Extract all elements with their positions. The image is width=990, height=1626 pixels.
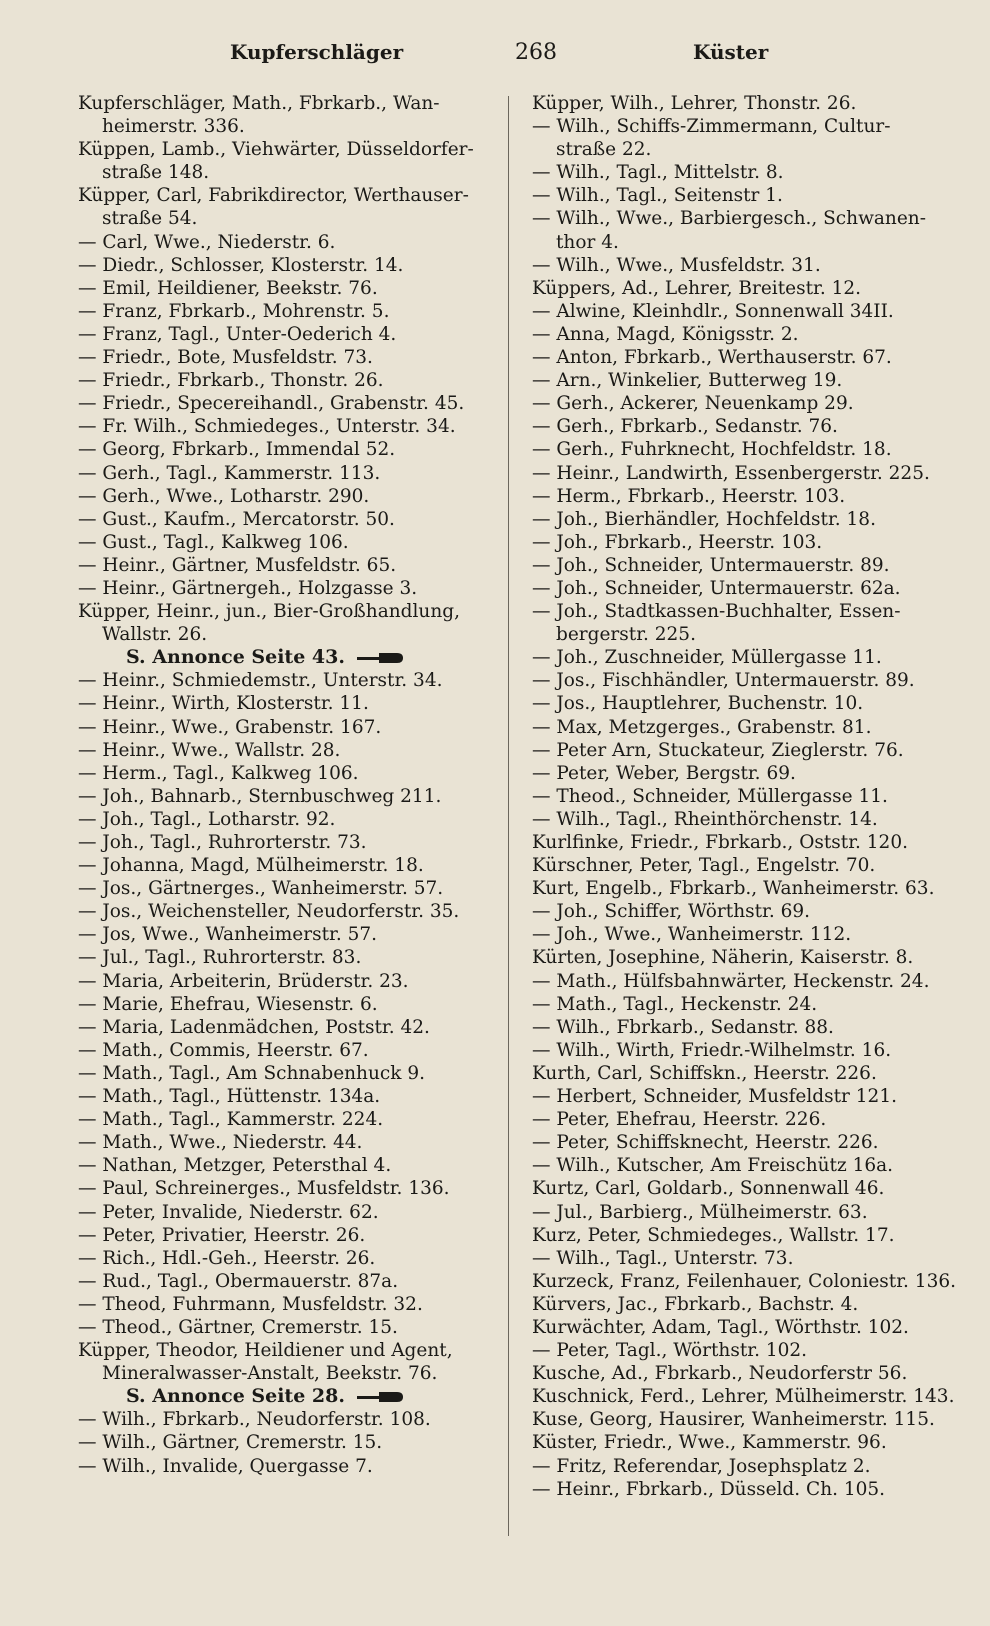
entry-text: — Joh., Schneider, Untermauerstr. 89. bbox=[532, 554, 890, 576]
entry-text: Kurtz, Carl, Goldarb., Sonnenwall 46. bbox=[532, 1178, 885, 1200]
entry-text: — Theod., Gärtner, Cremerstr. 15. bbox=[78, 1316, 398, 1338]
entry-text: — Wilh., Tagl., Rheinthörchenstr. 14. bbox=[532, 808, 878, 830]
directory-entry-line bbox=[532, 1154, 982, 1177]
directory-entry-line bbox=[78, 970, 518, 993]
entry-text: — Heinr., Landwirth, Essenbergerstr. 225. bbox=[532, 462, 930, 484]
directory-entry-line bbox=[532, 1224, 982, 1247]
directory-entry-line bbox=[78, 1131, 518, 1154]
directory-entry-line bbox=[532, 854, 982, 877]
directory-entry-line bbox=[78, 1293, 518, 1316]
directory-entry-line bbox=[78, 184, 518, 207]
directory-entry-line bbox=[78, 785, 518, 808]
directory-entry-line bbox=[532, 554, 982, 577]
directory-entry-line bbox=[532, 739, 982, 762]
directory-entry-line bbox=[532, 254, 982, 277]
entry-text: — Peter, Invalide, Niederstr. 62. bbox=[78, 1201, 379, 1223]
directory-entry-line bbox=[532, 392, 982, 415]
entry-text: Kurlfinke, Friedr., Fbrkarb., Oststr. 120. bbox=[532, 832, 908, 853]
directory-entry-line bbox=[78, 531, 518, 554]
entry-text: — Friedr., Bote, Musfeldstr. 73. bbox=[78, 347, 373, 369]
annonce-reference bbox=[78, 646, 518, 669]
directory-entry-line bbox=[78, 1270, 518, 1293]
entry-text: — Diedr., Schlosser, Klosterstr. 14. bbox=[78, 254, 404, 276]
entry-text: thor 4. bbox=[556, 231, 619, 253]
directory-entry-line bbox=[532, 115, 982, 138]
directory-entry-line bbox=[78, 1339, 518, 1362]
directory-entry-line bbox=[532, 184, 982, 207]
entry-text: — Math., Tagl., Kammerstr. 224. bbox=[78, 1109, 384, 1131]
entry-text: Kürschner, Peter, Tagl., Engelstr. 70. bbox=[532, 855, 876, 877]
entry-text: S. Annonce Seite 28. bbox=[126, 1385, 345, 1408]
directory-entry-line bbox=[78, 1062, 518, 1085]
directory-entry-line bbox=[78, 231, 518, 254]
directory-entry-line bbox=[532, 1016, 982, 1039]
directory-entry-line bbox=[78, 600, 518, 623]
entry-text: — Heinr., Wirth, Klosterstr. 11. bbox=[78, 693, 369, 715]
entry-text: — Heinr., Gärtner, Musfeldstr. 65. bbox=[78, 554, 397, 576]
entry-text: — Math., Wwe., Niederstr. 44. bbox=[78, 1132, 363, 1154]
entry-text: — Gust., Kaufm., Mercatorstr. 50. bbox=[78, 508, 395, 530]
entry-text: bergerstr. 225. bbox=[556, 624, 696, 646]
entry-text: — Rud., Tagl., Obermauerstr. 87a. bbox=[78, 1270, 399, 1292]
entry-text: straße 22. bbox=[556, 139, 652, 161]
entry-text: — Friedr., Fbrkarb., Thonstr. 26. bbox=[78, 370, 384, 392]
entry-text: — Georg, Fbrkarb., Immendal 52. bbox=[78, 439, 396, 461]
directory-entry-line bbox=[78, 92, 518, 115]
entry-text: Kurzeck, Franz, Feilenhauer, Coloniestr. 136. bbox=[532, 1270, 957, 1292]
entry-text: — Peter, Privatier, Heerstr. 26. bbox=[78, 1224, 366, 1246]
directory-entry-line bbox=[78, 1316, 518, 1339]
entry-text: Küpper, Carl, Fabrikdirector, Werthauser- bbox=[78, 185, 469, 207]
directory-entry-line bbox=[532, 138, 982, 161]
entry-text: — Math., Tagl., Hüttenstr. 134a. bbox=[78, 1086, 381, 1108]
directory-entry-line bbox=[78, 485, 518, 508]
directory-entry-line bbox=[532, 1316, 982, 1339]
entry-text: Küster, Friedr., Wwe., Kammerstr. 96. bbox=[532, 1432, 887, 1454]
directory-entry-line bbox=[78, 300, 518, 323]
directory-entry-line bbox=[78, 392, 518, 415]
directory-entry-line bbox=[532, 993, 982, 1016]
entry-text: Kupferschläger, Math., Fbrkarb., Wan- bbox=[78, 93, 440, 114]
entry-text: — Nathan, Metzger, Petersthal 4. bbox=[78, 1155, 392, 1177]
directory-entry-line bbox=[78, 369, 518, 392]
entry-text: — Peter, Schiffsknecht, Heerstr. 226. bbox=[532, 1132, 879, 1154]
directory-entry-line bbox=[78, 1362, 518, 1385]
entry-text: — Maria, Ladenmädchen, Poststr. 42. bbox=[78, 1016, 430, 1038]
entry-text: — Heinr., Wwe., Grabenstr. 167. bbox=[78, 716, 382, 738]
entry-text: straße 148. bbox=[102, 162, 210, 184]
directory-entry-line bbox=[532, 1108, 982, 1131]
directory-entry-line bbox=[532, 531, 982, 554]
entry-text: — Joh., Stadtkassen-Buchhalter, Essen- bbox=[532, 601, 901, 623]
entry-text: — Peter Arn, Stuckateur, Zieglerstr. 76. bbox=[532, 739, 904, 761]
entry-text: — Wilh., Invalide, Quergasse 7. bbox=[78, 1455, 373, 1477]
directory-entry-line bbox=[532, 462, 982, 485]
directory-entry-line bbox=[532, 970, 982, 993]
directory-entry-line bbox=[78, 1224, 518, 1247]
entry-text: — Fritz, Referendar, Josephsplatz 2. bbox=[532, 1455, 871, 1477]
directory-entry-line bbox=[532, 1131, 982, 1154]
directory-entry-line bbox=[78, 462, 518, 485]
entry-text: — Gerh., Ackerer, Neuenkamp 29. bbox=[532, 393, 854, 415]
directory-entry-line bbox=[532, 692, 982, 715]
entry-text: — Franz, Fbrkarb., Mohrenstr. 5. bbox=[78, 300, 390, 322]
entry-text: — Jos, Wwe., Wanheimerstr. 57. bbox=[78, 924, 378, 946]
directory-entry-line bbox=[78, 438, 518, 461]
directory-entry-line bbox=[78, 669, 518, 692]
directory-entry-line bbox=[532, 346, 982, 369]
directory-entry-line bbox=[532, 1085, 982, 1108]
entry-text: — Jos., Gärtnerges., Wanheimerstr. 57. bbox=[78, 878, 444, 900]
directory-entry-line bbox=[532, 900, 982, 923]
entry-text: Kurz, Peter, Schmiedeges., Wallstr. 17. bbox=[532, 1224, 895, 1246]
directory-entry-line bbox=[78, 831, 518, 854]
entry-text: — Max, Metzgerges., Grabenstr. 81. bbox=[532, 716, 872, 738]
entry-text: — Theod, Fuhrmann, Musfeldstr. 32. bbox=[78, 1293, 423, 1315]
header-left-keyword: Kupferschläger bbox=[230, 40, 404, 64]
entry-text: — Gust., Tagl., Kalkweg 106. bbox=[78, 531, 349, 553]
entry-text: — Wilh., Schiffs-Zimmermann, Cultur- bbox=[532, 116, 891, 138]
entry-text: — Herm., Fbrkarb., Heerstr. 103. bbox=[532, 485, 846, 507]
entry-text: Kuschnick, Ferd., Lehrer, Mülheimerstr. 143. bbox=[532, 1386, 955, 1408]
directory-entry-line bbox=[78, 1154, 518, 1177]
directory-entry-line bbox=[532, 1362, 982, 1385]
entry-text: — Rich., Hdl.-Geh., Heerstr. 26. bbox=[78, 1247, 376, 1269]
directory-entry-line bbox=[532, 415, 982, 438]
entry-text: — Wilh., Gärtner, Cremerstr. 15. bbox=[78, 1432, 383, 1454]
entry-text: — Gerh., Wwe., Lotharstr. 290. bbox=[78, 485, 370, 507]
directory-entry-line bbox=[532, 231, 982, 254]
entry-text: — Theod., Schneider, Müllergasse 11. bbox=[532, 785, 888, 807]
entry-text: — Jos., Weichensteller, Neudorferstr. 35. bbox=[78, 901, 460, 923]
directory-entry-line bbox=[78, 1431, 518, 1454]
entry-text: — Peter, Tagl., Wörthstr. 102. bbox=[532, 1340, 808, 1362]
directory-entry-line bbox=[532, 485, 982, 508]
directory-entry-line bbox=[532, 369, 982, 392]
directory-entry-line bbox=[78, 877, 518, 900]
entry-text: — Gerh., Fuhrknecht, Hochfeldstr. 18. bbox=[532, 439, 892, 461]
directory-entry-line bbox=[78, 554, 518, 577]
directory-entry-line bbox=[78, 1039, 518, 1062]
directory-entry-line bbox=[78, 508, 518, 531]
directory-entry-line bbox=[532, 762, 982, 785]
entry-text: — Herm., Tagl., Kalkweg 106. bbox=[78, 762, 359, 784]
header-right-keyword: Küster bbox=[693, 40, 769, 64]
directory-entry-line bbox=[78, 716, 518, 739]
entry-text: — Joh., Wwe., Wanheimerstr. 112. bbox=[532, 924, 852, 946]
entry-text: — Wilh., Fbrkarb., Neudorferstr. 108. bbox=[78, 1409, 431, 1431]
directory-entry-line bbox=[532, 877, 982, 900]
entry-text: — Jul., Barbierg., Mülheimerstr. 63. bbox=[532, 1201, 868, 1223]
directory-entry-line bbox=[532, 508, 982, 531]
entry-text: Mineralwasser-Anstalt, Beekstr. 76. bbox=[102, 1363, 438, 1385]
directory-entry-line bbox=[532, 323, 982, 346]
directory-entry-line bbox=[532, 1478, 982, 1501]
directory-entry-line bbox=[78, 762, 518, 785]
entry-text: — Emil, Heildiener, Beekstr. 76. bbox=[78, 277, 378, 299]
entry-text: — Wilh., Wwe., Barbiergesch., Schwanen- bbox=[532, 208, 926, 230]
entry-text: — Joh., Zuschneider, Müllergasse 11. bbox=[532, 647, 882, 669]
entry-text: Wallstr. 26. bbox=[102, 624, 208, 646]
entry-text: — Wilh., Tagl., Seitenstr 1. bbox=[532, 185, 783, 207]
directory-entry-line bbox=[532, 1270, 982, 1293]
entry-text: — Gerh., Tagl., Kammerstr. 113. bbox=[78, 462, 381, 484]
entry-text: Kurwächter, Adam, Tagl., Wörthstr. 102. bbox=[532, 1316, 909, 1338]
entry-text: S. Annonce Seite 43. bbox=[126, 646, 345, 669]
directory-entry-line bbox=[78, 1455, 518, 1478]
entry-text: Küppers, Ad., Lehrer, Breitestr. 12. bbox=[532, 277, 862, 299]
entry-text: — Heinr., Schmiedemstr., Unterstr. 34. bbox=[78, 670, 443, 692]
page-number: 268 bbox=[515, 40, 557, 65]
directory-entry-line bbox=[78, 346, 518, 369]
annonce-reference bbox=[78, 1385, 518, 1408]
entry-text: Küpper, Theodor, Heildiener und Agent, bbox=[78, 1340, 453, 1362]
right-column bbox=[532, 92, 982, 1501]
directory-entry-line bbox=[78, 808, 518, 831]
entry-text: Kurth, Carl, Schiffskn., Heerstr. 226. bbox=[532, 1062, 877, 1084]
directory-entry-line bbox=[532, 1177, 982, 1200]
directory-entry-line bbox=[532, 646, 982, 669]
directory-entry-line bbox=[78, 1085, 518, 1108]
entry-text: heimerstr. 336. bbox=[102, 116, 245, 138]
directory-entry-line bbox=[78, 946, 518, 969]
entry-text: straße 54. bbox=[102, 208, 198, 230]
column-divider bbox=[508, 96, 509, 1536]
directory-entry-line bbox=[78, 1247, 518, 1270]
directory-entry-line bbox=[532, 1293, 982, 1316]
entry-text: — Wilh., Fbrkarb., Sedanstr. 88. bbox=[532, 1016, 834, 1038]
entry-text: — Math., Tagl., Heckenstr. 24. bbox=[532, 993, 818, 1015]
directory-entry-line bbox=[532, 623, 982, 646]
entry-text: — Friedr., Specereihandl., Grabenstr. 45. bbox=[78, 393, 465, 415]
entry-text: — Heinr., Wwe., Wallstr. 28. bbox=[78, 739, 341, 761]
entry-text: — Joh., Bahnarb., Sternbuschweg 211. bbox=[78, 785, 442, 807]
directory-entry-line bbox=[532, 1431, 982, 1454]
entry-text: — Maria, Arbeiterin, Brüderstr. 23. bbox=[78, 970, 409, 992]
directory-entry-line bbox=[78, 1201, 518, 1224]
entry-text: — Anna, Magd, Königsstr. 2. bbox=[532, 323, 799, 345]
directory-entry-line bbox=[532, 1408, 982, 1431]
running-header bbox=[0, 40, 990, 74]
directory-entry-line bbox=[78, 1408, 518, 1431]
entry-text: — Gerh., Fbrkarb., Sedanstr. 76. bbox=[532, 416, 838, 438]
directory-entry-line bbox=[78, 161, 518, 184]
directory-entry-line bbox=[532, 785, 982, 808]
entry-text: — Jos., Fischhändler, Untermauerstr. 89. bbox=[532, 670, 915, 692]
directory-entry-line bbox=[78, 207, 518, 230]
directory-entry-line bbox=[78, 923, 518, 946]
left-column bbox=[78, 92, 518, 1478]
directory-entry-line bbox=[78, 277, 518, 300]
entry-text: — Joh., Bierhändler, Hochfeldstr. 18. bbox=[532, 508, 876, 530]
entry-text: — Johanna, Magd, Mülheimerstr. 18. bbox=[78, 855, 424, 877]
directory-entry-line bbox=[532, 1247, 982, 1270]
entry-text: — Math., Commis, Heerstr. 67. bbox=[78, 1039, 369, 1061]
entry-text: — Wilh., Wirth, Friedr.-Wilhelmstr. 16. bbox=[532, 1039, 892, 1061]
directory-entry-line bbox=[78, 138, 518, 161]
directory-entry-line bbox=[78, 692, 518, 715]
directory-entry-line bbox=[532, 669, 982, 692]
entry-text: — Jul., Tagl., Ruhrorterstr. 83. bbox=[78, 947, 362, 969]
entry-text: Kürvers, Jac., Fbrkarb., Bachstr. 4. bbox=[532, 1293, 859, 1315]
entry-text: Küppen, Lamb., Viehwärter, Düsseldorfer- bbox=[78, 139, 474, 161]
directory-entry-line bbox=[78, 900, 518, 923]
directory-entry-line bbox=[78, 854, 518, 877]
entry-text: Kuse, Georg, Hausirer, Wanheimerstr. 115. bbox=[532, 1409, 935, 1431]
directory-entry-line bbox=[78, 115, 518, 138]
entry-text: — Wilh., Tagl., Mittelstr. 8. bbox=[532, 162, 784, 184]
directory-entry-line bbox=[78, 993, 518, 1016]
directory-entry-line bbox=[532, 923, 982, 946]
directory-entry-line bbox=[532, 438, 982, 461]
pointing-hand-icon bbox=[357, 1390, 405, 1404]
entry-text: Kürten, Josephine, Näherin, Kaiserstr. 8. bbox=[532, 947, 914, 969]
entry-text: — Heinr., Fbrkarb., Düsseld. Ch. 105. bbox=[532, 1478, 886, 1500]
entry-text: — Fr. Wilh., Schmiedeges., Unterstr. 34. bbox=[78, 416, 456, 438]
entry-text: — Math., Tagl., Am Schnabenhuck 9. bbox=[78, 1062, 425, 1084]
entry-text: — Math., Hülfsbahnwärter, Heckenstr. 24. bbox=[532, 970, 930, 992]
pointing-hand-icon bbox=[357, 651, 405, 665]
directory-entry-line bbox=[78, 254, 518, 277]
entry-text: — Franz, Tagl., Unter-Oederich 4. bbox=[78, 323, 397, 345]
directory-entry-line bbox=[532, 1339, 982, 1362]
entry-text: — Marie, Ehefrau, Wiesenstr. 6. bbox=[78, 993, 378, 1015]
directory-entry-line bbox=[532, 300, 982, 323]
entry-text: — Herbert, Schneider, Musfeldstr 121. bbox=[532, 1086, 897, 1108]
entry-text: — Anton, Fbrkarb., Werthauserstr. 67. bbox=[532, 347, 892, 369]
directory-entry-line bbox=[78, 415, 518, 438]
entry-text: — Joh., Tagl., Lotharstr. 92. bbox=[78, 808, 336, 830]
entry-text: — Alwine, Kleinhdlr., Sonnenwall 34II. bbox=[532, 300, 894, 322]
directory-entry-line bbox=[532, 207, 982, 230]
directory-entry-line bbox=[532, 1385, 982, 1408]
directory-entry-line bbox=[532, 577, 982, 600]
directory-entry-line bbox=[532, 808, 982, 831]
entry-text: Küpper, Wilh., Lehrer, Thonstr. 26. bbox=[532, 93, 857, 114]
entry-text: — Peter, Weber, Bergstr. 69. bbox=[532, 762, 796, 784]
directory-entry-line bbox=[78, 577, 518, 600]
directory-entry-line bbox=[78, 1177, 518, 1200]
entry-text: — Heinr., Gärtnergeh., Holzgasse 3. bbox=[78, 577, 418, 599]
directory-entry-line bbox=[532, 600, 982, 623]
entry-text: — Jos., Hauptlehrer, Buchenstr. 10. bbox=[532, 693, 864, 715]
directory-entry-line bbox=[78, 323, 518, 346]
entry-text: — Paul, Schreinerges., Musfeldstr. 136. bbox=[78, 1178, 450, 1200]
directory-entry-line bbox=[532, 716, 982, 739]
directory-entry-line bbox=[532, 161, 982, 184]
entry-text: Küpper, Heinr., jun., Bier-Großhandlung, bbox=[78, 601, 460, 623]
entry-text: — Wilh., Kutscher, Am Freischütz 16a. bbox=[532, 1155, 894, 1177]
directory-entry-line bbox=[532, 1062, 982, 1085]
directory-entry-line bbox=[78, 739, 518, 762]
entry-text: Kusche, Ad., Fbrkarb., Neudorferstr 56. bbox=[532, 1363, 908, 1385]
entry-text: — Wilh., Wwe., Musfeldstr. 31. bbox=[532, 254, 821, 276]
entry-text: — Joh., Schneider, Untermauerstr. 62a. bbox=[532, 577, 901, 599]
entry-text: — Wilh., Tagl., Unterstr. 73. bbox=[532, 1247, 794, 1269]
directory-entry-line bbox=[532, 1455, 982, 1478]
entry-text: — Joh., Fbrkarb., Heerstr. 103. bbox=[532, 531, 823, 553]
entry-text: — Joh., Schiffer, Wörthstr. 69. bbox=[532, 901, 811, 923]
directory-entry-line bbox=[532, 92, 982, 115]
entry-text: — Peter, Ehefrau, Heerstr. 226. bbox=[532, 1109, 827, 1131]
directory-entry-line bbox=[78, 1108, 518, 1131]
directory-entry-line bbox=[532, 277, 982, 300]
directory-entry-line bbox=[532, 946, 982, 969]
directory-entry-line bbox=[78, 623, 518, 646]
entry-text: — Arn., Winkelier, Butterweg 19. bbox=[532, 370, 843, 392]
entry-text: — Joh., Tagl., Ruhrorterstr. 73. bbox=[78, 832, 367, 853]
directory-entry-line bbox=[78, 1016, 518, 1039]
directory-entry-line bbox=[532, 831, 982, 854]
directory-entry-line bbox=[532, 1201, 982, 1224]
entry-text: — Carl, Wwe., Niederstr. 6. bbox=[78, 231, 336, 253]
directory-entry-line bbox=[532, 1039, 982, 1062]
entry-text: Kurt, Engelb., Fbrkarb., Wanheimerstr. 63. bbox=[532, 878, 935, 900]
